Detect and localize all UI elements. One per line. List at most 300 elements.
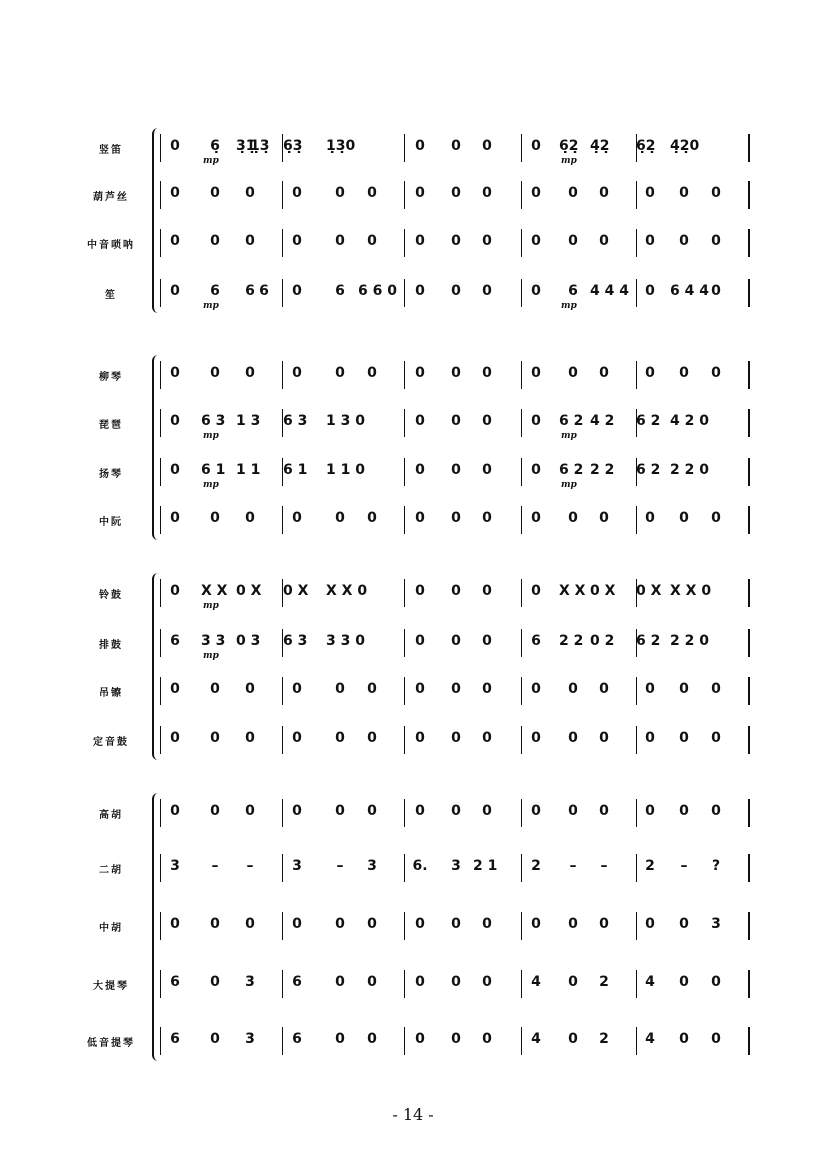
note: 0: [679, 510, 689, 526]
barline: [160, 799, 161, 827]
instrument-label: 排鼓: [99, 640, 123, 651]
barline: [404, 1027, 405, 1055]
note: 0: [451, 233, 461, 249]
note: 6: [531, 633, 541, 649]
note: 6 2: [559, 462, 584, 478]
note: 0: [335, 803, 345, 819]
note: 4̣2̣: [590, 138, 610, 154]
note: 0: [451, 974, 461, 990]
note: –: [336, 858, 344, 874]
instrument-label: 柳琴: [99, 372, 123, 383]
note: 0: [170, 365, 180, 381]
barline: [404, 134, 405, 162]
note: 0: [451, 916, 461, 932]
note: 0: [679, 916, 689, 932]
barline: [521, 579, 522, 607]
note: 0: [451, 138, 461, 154]
note: 0: [568, 185, 578, 201]
barline: [160, 1027, 161, 1055]
note: 6 1: [201, 462, 226, 478]
note: 0: [170, 413, 180, 429]
barline: [748, 629, 750, 657]
note: 0: [210, 803, 220, 819]
note: 0: [599, 730, 609, 746]
dynamic-mark: mp: [203, 480, 219, 490]
dynamic-mark: mp: [203, 651, 219, 661]
note: 2: [599, 974, 609, 990]
note: 0: [568, 510, 578, 526]
note: 2 2 0: [670, 633, 709, 649]
note: 0: [367, 510, 377, 526]
dynamic-mark: mp: [561, 431, 577, 441]
group-brace: [152, 128, 160, 313]
note: 0: [679, 681, 689, 697]
note: 0: [711, 974, 721, 990]
barline: [160, 409, 161, 437]
note: 0: [482, 974, 492, 990]
note: 0: [335, 730, 345, 746]
note: X X 0: [670, 583, 712, 599]
barline: [748, 279, 750, 307]
note: 6 4 4: [670, 283, 709, 299]
note: 2 2 0: [670, 462, 709, 478]
note: 1 1: [236, 462, 261, 478]
note: 0: [482, 462, 492, 478]
barline: [521, 629, 522, 657]
barline: [521, 409, 522, 437]
note: 0: [451, 365, 461, 381]
barline: [748, 912, 750, 940]
barline: [404, 629, 405, 657]
barline: [748, 134, 750, 162]
barline: [636, 506, 637, 534]
note: 4̣2̣0: [670, 138, 700, 154]
note: 0: [415, 1031, 425, 1047]
note: 0: [451, 283, 461, 299]
dynamic-mark: mp: [561, 156, 577, 166]
note: 0: [245, 233, 255, 249]
note: 2 2: [559, 633, 584, 649]
note: 3: [292, 858, 302, 874]
instrument-label: 低音提琴: [87, 1038, 135, 1049]
note: 0: [711, 283, 721, 299]
staff-row: [0, 623, 826, 663]
note: 0: [531, 462, 541, 478]
note: 0 X: [283, 583, 309, 599]
note: 0: [645, 365, 655, 381]
barline: [160, 229, 161, 257]
note: 0: [170, 803, 180, 819]
note: 3: [245, 974, 255, 990]
note: 0: [568, 803, 578, 819]
note: 0: [415, 283, 425, 299]
barline: [748, 579, 750, 607]
note: 0: [210, 974, 220, 990]
note: 0: [170, 510, 180, 526]
note: 6: [170, 1031, 180, 1047]
note: 0: [245, 730, 255, 746]
instrument-label: 扬琴: [99, 469, 123, 480]
note: 0: [415, 185, 425, 201]
note: 0: [531, 583, 541, 599]
barline: [748, 970, 750, 998]
note: 0: [245, 916, 255, 932]
note: 0: [335, 510, 345, 526]
note: 0 X: [636, 583, 662, 599]
dynamic-mark: mp: [203, 301, 219, 311]
note: 4: [645, 974, 655, 990]
note: 0: [415, 138, 425, 154]
note: 3 3: [201, 633, 226, 649]
note: 0: [367, 916, 377, 932]
barline: [404, 279, 405, 307]
barline: [521, 677, 522, 705]
note: 0: [451, 681, 461, 697]
note: 0: [482, 365, 492, 381]
barline: [521, 854, 522, 882]
note: 6 2: [559, 413, 584, 429]
barline: [282, 229, 283, 257]
note: 0: [531, 233, 541, 249]
dynamic-mark: mp: [561, 301, 577, 311]
note: 0: [451, 583, 461, 599]
note: 0: [568, 233, 578, 249]
note: 0: [482, 633, 492, 649]
staff-row: [0, 403, 826, 443]
note: 0: [292, 185, 302, 201]
note: 0: [415, 633, 425, 649]
note: 0: [679, 1031, 689, 1047]
note: 6 3: [201, 413, 226, 429]
barline: [748, 229, 750, 257]
barline: [521, 506, 522, 534]
barline: [160, 854, 161, 882]
barline: [521, 134, 522, 162]
note: 0: [170, 283, 180, 299]
note: –: [680, 858, 688, 874]
note: 2: [531, 858, 541, 874]
barline: [160, 506, 161, 534]
barline: [521, 726, 522, 754]
note: 0: [711, 233, 721, 249]
barline: [748, 799, 750, 827]
barline: [748, 506, 750, 534]
note: 0: [482, 730, 492, 746]
barline: [160, 361, 161, 389]
barline: [636, 912, 637, 940]
staff-row: [0, 355, 826, 395]
barline: [282, 506, 283, 534]
instrument-label: 竖笛: [99, 145, 123, 156]
instrument-label: 定音鼓: [93, 737, 129, 748]
note: 0: [531, 916, 541, 932]
note: 0: [210, 510, 220, 526]
barline: [748, 458, 750, 486]
barline: [282, 726, 283, 754]
note: 0: [415, 974, 425, 990]
note: 0: [531, 413, 541, 429]
instrument-label: 吊镲: [99, 688, 123, 699]
note: 0: [482, 803, 492, 819]
note: 0: [531, 185, 541, 201]
note: 6: [292, 974, 302, 990]
barline: [748, 181, 750, 209]
dynamic-mark: mp: [203, 431, 219, 441]
note: 6 1: [283, 462, 308, 478]
barline: [282, 970, 283, 998]
dynamic-mark: mp: [203, 156, 219, 166]
barline: [748, 677, 750, 705]
staff-row: [0, 906, 826, 946]
barline: [521, 799, 522, 827]
note: 0: [210, 681, 220, 697]
note: 0: [679, 365, 689, 381]
note: 0: [367, 185, 377, 201]
note: 6 6 0: [358, 283, 397, 299]
group-brace: [152, 355, 160, 540]
barline: [404, 579, 405, 607]
barline: [160, 579, 161, 607]
note: 6: [210, 283, 220, 299]
note: 0: [210, 365, 220, 381]
note: 0: [645, 185, 655, 201]
staff-row: [0, 573, 826, 613]
note: 0: [645, 730, 655, 746]
note: 0: [292, 730, 302, 746]
barline: [404, 726, 405, 754]
barline: [404, 229, 405, 257]
note: 0: [335, 1031, 345, 1047]
barline: [160, 970, 161, 998]
barline: [404, 506, 405, 534]
barline: [404, 912, 405, 940]
note: 6: [170, 633, 180, 649]
page-number: - 14 -: [392, 1105, 434, 1124]
note: 0: [531, 730, 541, 746]
note: 0: [531, 510, 541, 526]
note: 1̣3̣: [250, 138, 270, 154]
note: 6̣: [210, 138, 220, 154]
note: 0: [451, 462, 461, 478]
barline: [282, 279, 283, 307]
barline: [282, 361, 283, 389]
note: 0: [210, 730, 220, 746]
note: 3: [451, 858, 461, 874]
note: 0: [599, 510, 609, 526]
barline: [636, 970, 637, 998]
note: –: [211, 858, 219, 874]
note: X X 0: [326, 583, 368, 599]
note: 0: [335, 974, 345, 990]
staff-row: [0, 793, 826, 833]
note: 0: [531, 803, 541, 819]
barline: [160, 629, 161, 657]
instrument-label: 高胡: [99, 810, 123, 821]
note: 1̣3̣0: [326, 138, 356, 154]
instrument-label: 中胡: [99, 923, 123, 934]
note: –: [569, 858, 577, 874]
note: 6 2: [636, 633, 661, 649]
note: 0: [415, 365, 425, 381]
note: 0: [292, 803, 302, 819]
note: 0: [645, 233, 655, 249]
note: 6: [292, 1031, 302, 1047]
barline: [636, 279, 637, 307]
staff-row: [0, 671, 826, 711]
note: 6.: [412, 858, 428, 874]
note: 0: [415, 462, 425, 478]
note: 0: [367, 1031, 377, 1047]
barline: [748, 854, 750, 882]
staff-row: [0, 452, 826, 492]
note: 0: [645, 510, 655, 526]
note: 0: [335, 916, 345, 932]
note: 0: [482, 413, 492, 429]
note: 0: [335, 681, 345, 697]
barline: [636, 229, 637, 257]
note: 0: [170, 730, 180, 746]
note: 0: [711, 730, 721, 746]
note: 0: [170, 916, 180, 932]
barline: [404, 181, 405, 209]
note: 0: [568, 1031, 578, 1047]
note: 0: [245, 185, 255, 201]
staff-row: [0, 848, 826, 888]
note: 0: [482, 681, 492, 697]
note: 0: [568, 365, 578, 381]
barline: [636, 361, 637, 389]
note: 0: [170, 681, 180, 697]
barline: [160, 726, 161, 754]
note: 0: [599, 185, 609, 201]
barline: [404, 970, 405, 998]
staff-row: [0, 223, 826, 263]
note: –: [600, 858, 608, 874]
barline: [160, 134, 161, 162]
note: 3: [245, 1031, 255, 1047]
note: 6̣3̣: [283, 138, 303, 154]
note: 0: [451, 510, 461, 526]
note: 0: [679, 730, 689, 746]
instrument-label: 大提琴: [93, 981, 129, 992]
note: 0: [645, 803, 655, 819]
note: 6 3: [283, 413, 308, 429]
barline: [282, 677, 283, 705]
note: 0: [711, 1031, 721, 1047]
note: ?: [711, 858, 721, 874]
instrument-label: 葫芦丝: [93, 192, 129, 203]
note: 0: [415, 681, 425, 697]
note: 6 3: [283, 633, 308, 649]
note: 0: [210, 233, 220, 249]
note: 0: [451, 730, 461, 746]
barline: [636, 181, 637, 209]
note: 0: [367, 365, 377, 381]
note: 0: [482, 233, 492, 249]
barline: [748, 726, 750, 754]
note: 0: [482, 916, 492, 932]
note: 0: [451, 803, 461, 819]
note: 0: [292, 233, 302, 249]
barline: [404, 677, 405, 705]
note: 0: [482, 1031, 492, 1047]
note: 6: [568, 283, 578, 299]
note: 0: [292, 681, 302, 697]
note: 0: [210, 185, 220, 201]
barline: [521, 229, 522, 257]
note: 0: [599, 681, 609, 697]
note: 0: [245, 510, 255, 526]
note: 0: [170, 233, 180, 249]
barline: [748, 409, 750, 437]
note: 4: [531, 1031, 541, 1047]
note: 0: [170, 185, 180, 201]
note: 6: [245, 283, 255, 299]
dynamic-mark: mp: [203, 601, 219, 611]
note: 0: [292, 916, 302, 932]
note: 2: [645, 858, 655, 874]
note: 0: [292, 365, 302, 381]
note: 0: [599, 803, 609, 819]
note: 0: [679, 974, 689, 990]
note: 1 1 0: [326, 462, 365, 478]
note: 0: [451, 185, 461, 201]
barline: [282, 181, 283, 209]
note: 0: [415, 233, 425, 249]
staff-row: [0, 1021, 826, 1061]
note: 4 2 0: [670, 413, 709, 429]
barline: [404, 458, 405, 486]
note: 0: [292, 283, 302, 299]
note: 0: [335, 233, 345, 249]
barline: [636, 726, 637, 754]
note: 0: [170, 462, 180, 478]
note: –: [246, 858, 254, 874]
staff-row: [0, 720, 826, 760]
staff-row: [0, 128, 826, 168]
note: 0: [415, 510, 425, 526]
barline: [160, 181, 161, 209]
note: 3: [170, 858, 180, 874]
note: 3: [711, 916, 721, 932]
note: 0: [245, 681, 255, 697]
note: 1 3: [236, 413, 261, 429]
note: 0: [711, 365, 721, 381]
note: 0: [531, 681, 541, 697]
note: 0: [170, 138, 180, 154]
note: 3̣1̣: [236, 138, 256, 154]
note: 4: [531, 974, 541, 990]
note: 0: [210, 916, 220, 932]
note: 0: [170, 583, 180, 599]
note: 4 4 4: [590, 283, 629, 299]
note: 0: [645, 916, 655, 932]
note: 0: [367, 233, 377, 249]
instrument-label: 铃鼓: [99, 590, 123, 601]
group-brace: [152, 793, 160, 1061]
note: 0: [679, 233, 689, 249]
barline: [636, 854, 637, 882]
barline: [521, 279, 522, 307]
barline: [160, 458, 161, 486]
note: 0: [415, 583, 425, 599]
barline: [404, 854, 405, 882]
dynamic-mark: mp: [561, 480, 577, 490]
note: 0: [415, 730, 425, 746]
barline: [282, 854, 283, 882]
note: 0: [415, 803, 425, 819]
instrument-label: 中音唢呐: [87, 240, 135, 251]
